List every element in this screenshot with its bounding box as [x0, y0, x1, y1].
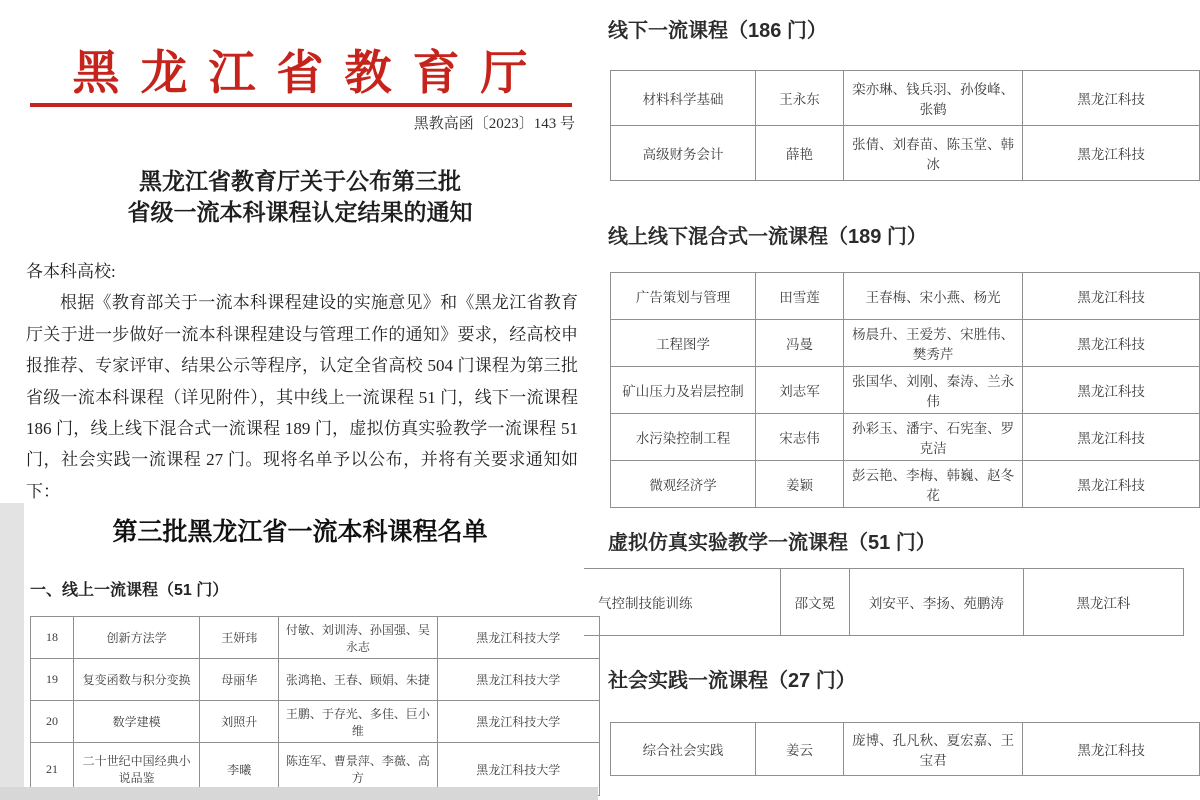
course-cell: 高级财务会计: [611, 126, 756, 181]
body-paragraph: 根据《教育部关于一流本科课程建设的实施意见》和《黑龙江省教育厅关于进一步做好一流本科课程建设与管理工作的通知》要求，经高校申报推荐、专家评审、结果公示等程序，认定全省高校 504 门课程为第三批省级一流本科课程（详见附件），其中线上一流课程 51 门，线下一流课程 186 门，线上线下混合式一流课程 189 门，虚拟仿真实验教学一流课程 51 门，社会实践一流课程 27 门。现将名单予以公布，并将有关要求通知如下：: [26, 293, 578, 501]
school-cell: 黑龙江科技大学: [437, 701, 599, 743]
red-divider: [30, 103, 572, 107]
table-row: [611, 71, 1200, 126]
team-cell: 孙彩玉、潘宇、石宪奎、罗克洁: [843, 414, 1023, 461]
notice-title: [28, 166, 572, 228]
course-cell: 复变函数与积分变换: [73, 659, 200, 701]
team-cell: 张倩、刘春苗、陈玉堂、韩冰: [843, 126, 1023, 181]
course-cell: 气控制技能训练: [584, 569, 780, 636]
team-cell: 杨晨升、王爱芳、宋胜伟、樊秀芹: [843, 320, 1023, 367]
section-online-courses: 一、线上一流课程（51 门）: [30, 582, 229, 599]
blended-courses-table: [610, 272, 1200, 508]
course-cell: 微观经济学: [611, 461, 756, 508]
course-cell: 广告策划与管理: [611, 273, 756, 320]
school-cell: 黑龙江科技大学: [437, 743, 599, 796]
social-practice-courses-table: [610, 722, 1200, 776]
leader-cell: 姜颖: [756, 461, 844, 508]
notice-title-line1: 黑龙江省教育厅关于公布第三批: [139, 169, 461, 194]
table-row: [611, 414, 1200, 461]
team-cell: 王鹏、于存光、多佳、巨小维: [279, 701, 437, 743]
team-cell: 庞博、孔凡秋、夏宏嘉、王宝君: [843, 723, 1023, 776]
leader-cell: 王妍玮: [200, 617, 279, 659]
seq-cell: 20: [31, 701, 74, 743]
course-list-title: 第三批黑龙江省一流本科课程名单: [112, 519, 488, 546]
school-cell: 黑龙江科技: [1023, 414, 1200, 461]
school-cell: 黑龙江科技: [1023, 71, 1200, 126]
course-cell: 水污染控制工程: [611, 414, 756, 461]
course-cell: 工程图学: [611, 320, 756, 367]
school-cell: 黑龙江科技: [1023, 273, 1200, 320]
table-row: [31, 617, 600, 659]
leader-cell: 姜云: [756, 723, 844, 776]
notice-body: [26, 256, 578, 507]
team-cell: 王春梅、宋小燕、杨光: [843, 273, 1023, 320]
team-cell: 张鸿艳、王春、顾娟、朱捷: [279, 659, 437, 701]
seq-cell: 21: [31, 743, 74, 796]
leader-cell: 田雪莲: [756, 273, 844, 320]
offline-courses-table: [610, 70, 1200, 181]
page-bottom-shadow: [0, 787, 598, 800]
leader-cell: 刘照升: [200, 701, 279, 743]
leader-cell: 王永东: [756, 71, 844, 126]
leader-cell: 刘志军: [756, 367, 844, 414]
salutation: 各本科高校:: [26, 262, 116, 281]
school-cell: 黑龙江科: [1023, 569, 1183, 636]
team-cell: 栾亦琳、钱兵羽、孙俊峰、张鹤: [843, 71, 1023, 126]
leader-cell: 薛艳: [756, 126, 844, 181]
document-number: 黑教高函〔2023〕143 号: [413, 116, 575, 132]
school-cell: 黑龙江科技: [1023, 723, 1200, 776]
section-offline-courses: 线下一流课程（186 门）: [608, 20, 827, 42]
course-cell: 综合社会实践: [611, 723, 756, 776]
school-cell: 黑龙江科技大学: [437, 659, 599, 701]
school-cell: 黑龙江科技: [1023, 126, 1200, 181]
table-row: [31, 701, 600, 743]
table-row: [611, 723, 1200, 776]
team-cell: 刘安平、李扬、苑鹏涛: [849, 569, 1023, 636]
school-cell: 黑龙江科技: [1023, 461, 1200, 508]
table-row: [611, 320, 1200, 367]
school-cell: 黑龙江科技: [1023, 320, 1200, 367]
course-cell: 创新方法学: [73, 617, 200, 659]
school-cell: 黑龙江科技大学: [437, 617, 599, 659]
leader-cell: 母丽华: [200, 659, 279, 701]
table-row: [31, 659, 600, 701]
section-social-practice-courses: 社会实践一流课程（27 门）: [608, 670, 856, 692]
section-virtual-sim-courses: 虚拟仿真实验教学一流课程（51 门）: [608, 532, 936, 554]
page-edge-shadow: [0, 503, 24, 787]
table-row: [611, 367, 1200, 414]
team-cell: 彭云艳、李梅、韩巍、赵冬花: [843, 461, 1023, 508]
course-cell: 二十世纪中国经典小说品鉴: [73, 743, 200, 796]
team-cell: 陈连军、曹景萍、李薇、高方: [279, 743, 437, 796]
table-row: [611, 461, 1200, 508]
seq-cell: 19: [31, 659, 74, 701]
team-cell: 张国华、刘刚、秦涛、兰永伟: [843, 367, 1023, 414]
table-row: [611, 126, 1200, 181]
section-blended-courses: 线上线下混合式一流课程（189 门）: [608, 226, 927, 248]
virtual-sim-courses-table: [584, 568, 1184, 636]
leader-cell: 李曦: [200, 743, 279, 796]
course-cell: 材料科学基础: [611, 71, 756, 126]
online-courses-table: [30, 616, 600, 796]
school-cell: 黑龙江科技: [1023, 367, 1200, 414]
team-cell: 付敏、刘训涛、孙国强、吴永志: [279, 617, 437, 659]
course-cell: 矿山压力及岩层控制: [611, 367, 756, 414]
course-tables-page: [600, 0, 1200, 800]
leader-cell: 冯曼: [756, 320, 844, 367]
course-cell: 数学建模: [73, 701, 200, 743]
leader-cell: 邵文冕: [780, 569, 849, 636]
notice-title-line2: 省级一流本科课程认定结果的通知: [127, 200, 473, 225]
table-row: [584, 569, 1184, 636]
table-row: [611, 273, 1200, 320]
seq-cell: 18: [31, 617, 74, 659]
agency-title: 黑龙江省教育厅: [72, 48, 549, 100]
leader-cell: 宋志伟: [756, 414, 844, 461]
